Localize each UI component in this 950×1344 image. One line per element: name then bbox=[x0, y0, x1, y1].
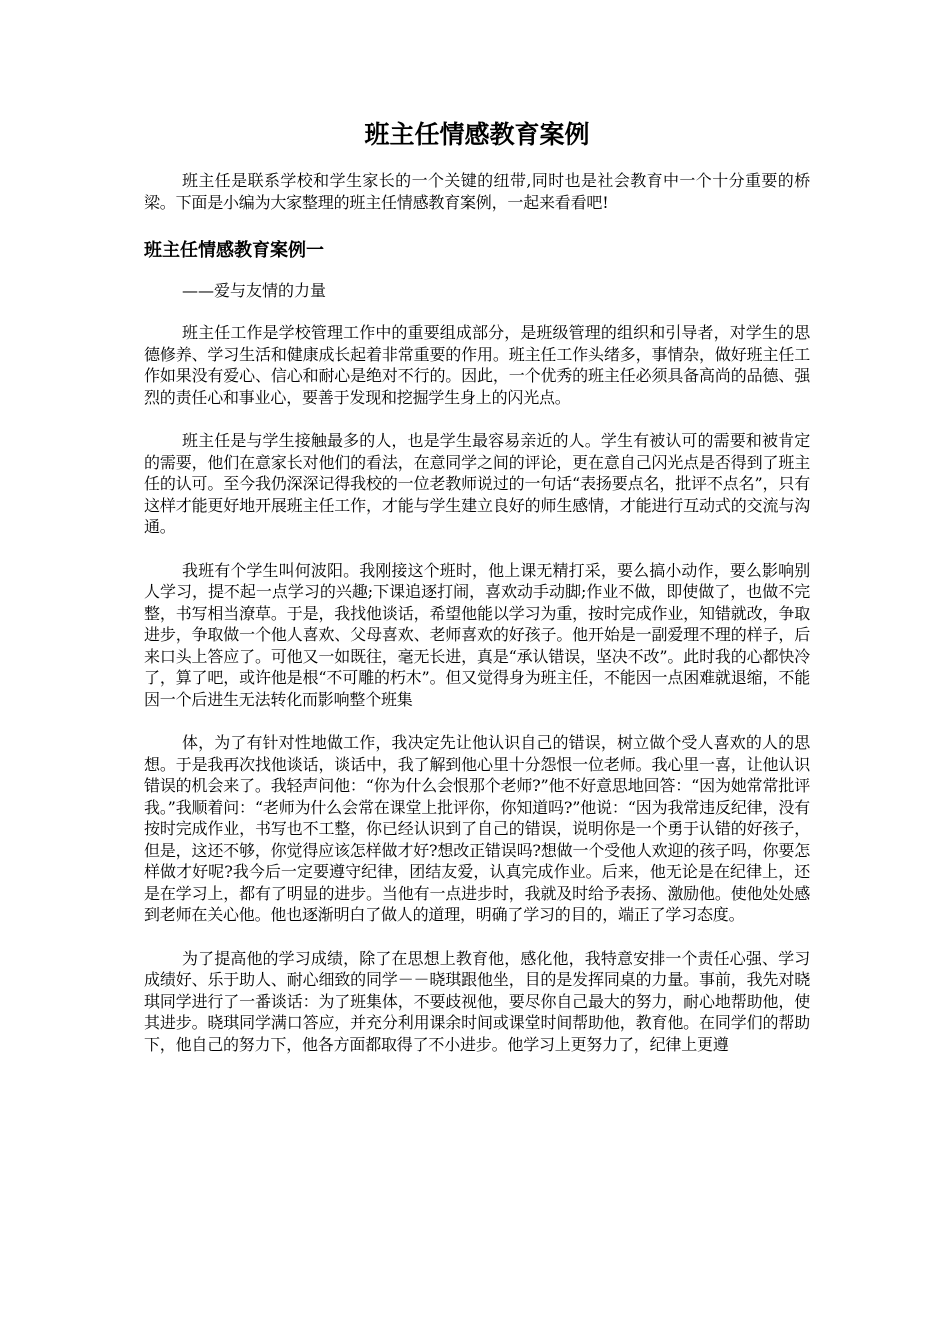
intro-paragraph: 班主任是联系学校和学生家长的一个关键的纽带,同时也是社会教育中一个十分重要的桥梁。下面是小编为大家整理的班主任情感教育案例，一起来看看吧! bbox=[144, 171, 810, 212]
body-paragraph-1: 班主任工作是学校管理工作中的重要组成部分，是班级管理的组织和引导者，对学生的思德修养、学习生活和健康成长起着非常重要的作用。班主任工作头绪多，事情杂，做好班主任工作如果没有爱心、信心和耐心是绝对不行的。因此，一个优秀的班主任必须具备高尚的品德、强烈的责任心和事业心，要善于发现和挖掘学生身上的闪光点。 bbox=[144, 323, 810, 407]
document-page bbox=[144, 118, 810, 1077]
body-paragraph-3: 我班有个学生叫何波阳。我刚接这个班时，他上课无精打采，要么搞小动作，要么影响别人学习，提不起一点学习的兴趣;下课追逐打闹，喜欢动手动脚;作业不做，即使做了，也做不完整，书写相当潦草。于是，我找他谈话，希望他能以学习为重，按时完成作业，知错就改，争取进步，争取做一个他人喜欢、父母喜欢、老师喜欢的好孩子。他开始是一副爱理不理的样子，后来口头上答应了。可他又一如既往，毫无长进，真是“承认错误，坚决不改”。此时我的心都快冷了，算了吧，或许他是根“不可雕的朽木”。但又觉得身为班主任，不能因一点困难就退缩，不能因一个后进生无法转化而影响整个班集 bbox=[144, 560, 810, 709]
section-heading: 班主任情感教育案例一 bbox=[144, 240, 324, 261]
body-paragraph-4: 体，为了有针对性地做工作，我决定先让他认识自己的错误，树立做个受人喜欢的人的思想。于是我再次找他谈话，谈话中，我了解到他心里十分怨恨一位老师。我心里一喜，让他认识错误的机会来了。我轻声问他：“你为什么会恨那个老师?”他不好意思地回答：“因为她常常批评我。”我顺着问：“老师为什么会常在课堂上批评你，你知道吗?”他说：“因为我常违反纪律，没有按时完成作业，书写也不工整，你已经认识到了自己的错误，说明你是一个勇于认错的好孩子，但是，这还不够，你觉得应该怎样做才好?想改正错误吗?想做一个受他人欢迎的孩子吗，你要怎样做才好呢?我今后一定要遵守纪律，团结友爱，认真完成作业。后来，他无论是在纪律上，还是在学习上，都有了明显的进步。当他有一点进步时，我就及时给予表扬、激励他。使他处处感到老师在关心他。他也逐渐明白了做人的道理，明确了学习的目的，端正了学习态度。 bbox=[144, 733, 810, 924]
section-subtitle: ——爱与友情的力量 bbox=[182, 281, 327, 300]
document-title: 班主任情感教育案例 bbox=[364, 120, 590, 149]
body-paragraph-2: 班主任是与学生接触最多的人，也是学生最容易亲近的人。学生有被认可的需要和被肯定的需要，他们在意家长对他们的看法，在意同学之间的评论，更在意自己闪光点是否得到了班主任的认可。至今我仍深深记得我校的一位老教师说过的一句话“表扬要点名，批评不点名”，只有这样才能更好地开展班主任工作，才能与学生建立良好的师生感情，才能进行互动式的交流与沟通。 bbox=[144, 431, 810, 536]
body-paragraph-5: 为了提高他的学习成绩，除了在思想上教育他，感化他，我特意安排一个责任心强、学习成绩好、乐于助人、耐心细致的同学－－晓琪跟他坐，目的是发挥同桌的力量。事前，我先对晓琪同学进行了一番谈话：为了班集体，不要歧视他，要尽你自己最大的努力，耐心地帮助他，使其进步。晓琪同学满口答应，并充分利用课余时间或课堂时间帮助他，教育他。在同学们的帮助下，他自己的努力下，他各方面都取得了不小进步。他学习上更努力了，纪律上更遵 bbox=[144, 948, 810, 1054]
